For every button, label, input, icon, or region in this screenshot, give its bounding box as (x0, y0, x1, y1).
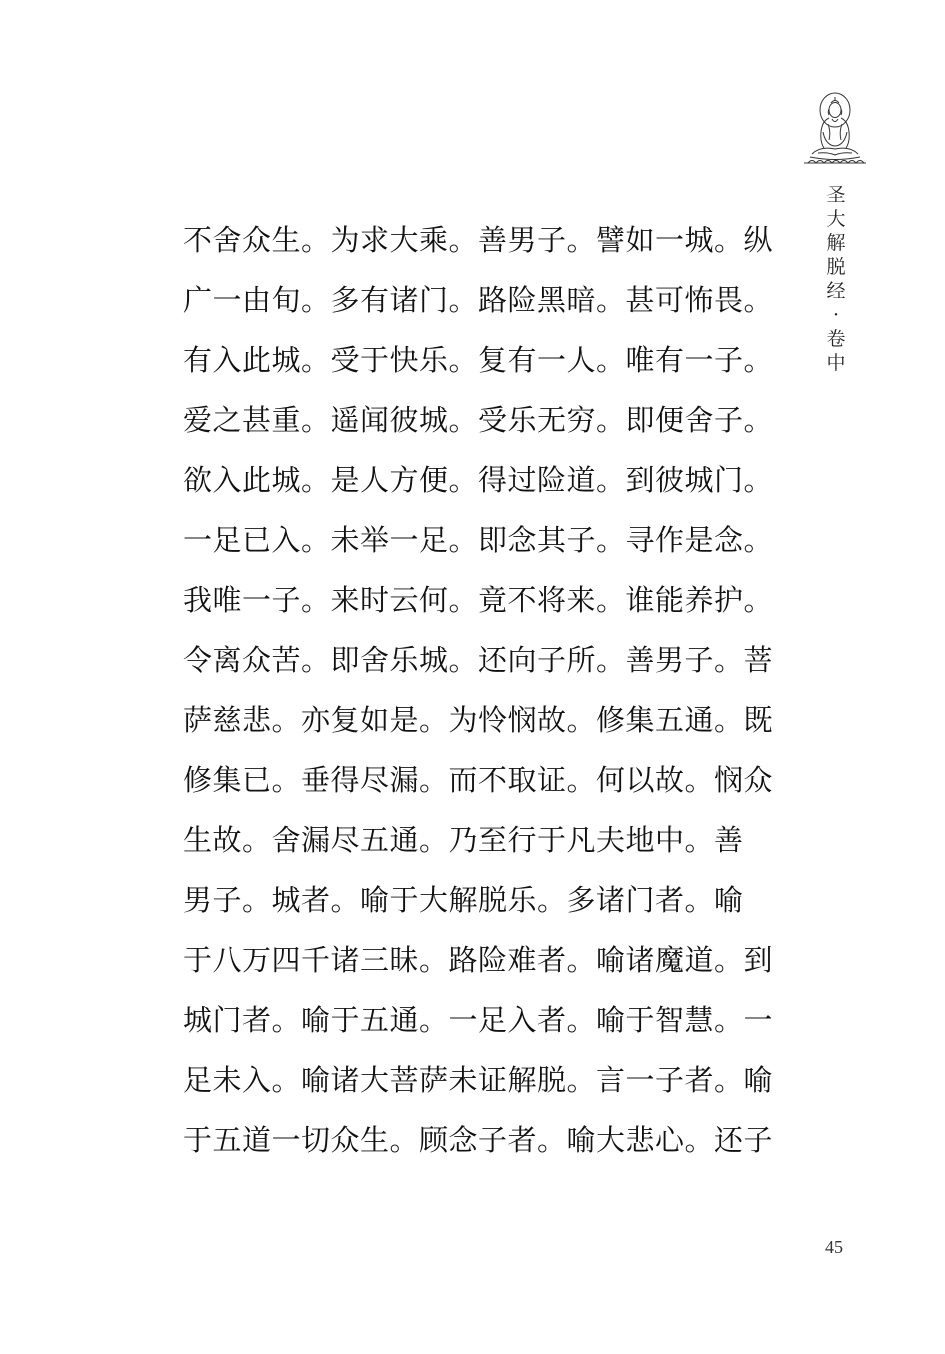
running-head-char: 中 (826, 352, 846, 374)
text-line: 萨慈悲。亦复如是。为怜悯故。修集五通。既 (183, 703, 774, 737)
text-line: 城门者。喻于五通。一足入者。喻于智慧。一 (183, 1003, 774, 1037)
text-line: 于五道一切众生。顾念子者。喻大悲心。还子 (183, 1123, 774, 1157)
text-line: 足未入。喻诸大菩萨未证解脱。言一子者。喻 (183, 1063, 774, 1097)
text-line: 爱之甚重。遥闻彼城。受乐无穷。即便舍子。 (183, 403, 774, 437)
scripture-text-block (183, 210, 774, 1170)
text-line: 男子。城者。喻于大解脱乐。多诸门者。喻 (183, 883, 744, 917)
text-line: 修集已。垂得尽漏。而不取证。何以故。悯众 (183, 763, 774, 797)
running-head-char: 圣 (826, 184, 846, 206)
text-line: 生故。舍漏尽五通。乃至行于凡夫地中。善 (183, 823, 744, 857)
running-head-char: 卷 (826, 328, 846, 350)
text-line: 不舍众生。为求大乘。善男子。譬如一城。纵 (183, 223, 774, 257)
running-head-char: 解 (826, 232, 846, 254)
text-line: 广一由旬。多有诸门。路险黑暗。甚可怖畏。 (183, 283, 774, 317)
text-line: 有入此城。受于快乐。复有一人。唯有一子。 (183, 343, 774, 377)
text-line: 令离众苦。即舍乐城。还向子所。善男子。菩 (183, 643, 774, 677)
running-head-char: 大 (826, 208, 846, 230)
text-line: 于八万四千诸三昧。路险难者。喻诸魔道。到 (183, 943, 774, 977)
running-head-title (822, 183, 850, 375)
text-line: 我唯一子。来时云何。竟不将来。谁能养护。 (183, 583, 774, 617)
seated-buddha-icon (798, 88, 872, 168)
text-line: 欲入此城。是人方便。得过险道。到彼城门。 (183, 463, 774, 497)
page-number: 45 (825, 1237, 843, 1257)
text-line: 一足已入。未举一足。即念其子。寻作是念。 (183, 523, 774, 557)
running-head-char: 脱 (826, 256, 846, 278)
running-head-char: 经 (826, 280, 846, 302)
running-head-char: · (832, 304, 840, 326)
